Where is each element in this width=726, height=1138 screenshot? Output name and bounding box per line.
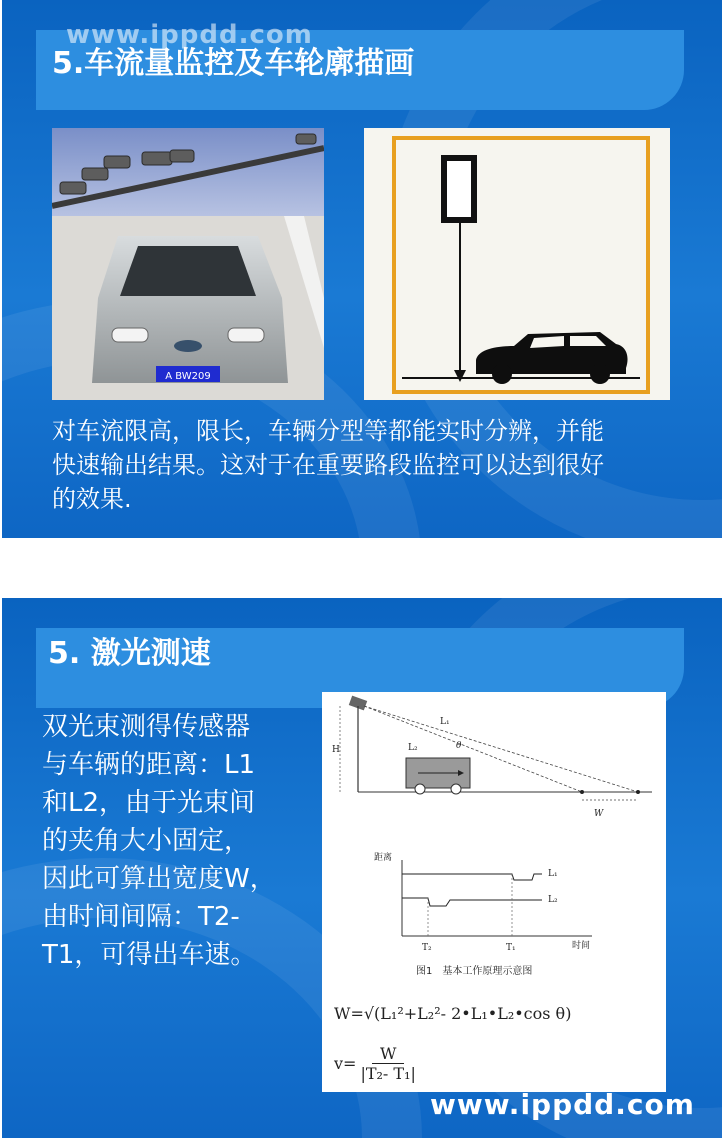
body-line: 的夹角大小固定， — [42, 826, 251, 856]
label-L1: L₁ — [440, 717, 450, 727]
graph-line-L1 — [402, 874, 542, 880]
height-sign — [444, 158, 474, 220]
watermark-top: www.ippdd.com — [66, 20, 313, 50]
slide1-body — [52, 414, 702, 516]
formula-v-den: |T₂- T₁| — [360, 1064, 416, 1083]
label-L2: L₂ — [408, 743, 418, 753]
graph-T1: T₁ — [506, 943, 516, 953]
vehicle-profile-diagram — [364, 128, 670, 400]
formula-fraction — [360, 1044, 415, 1083]
graph-L1: L₁ — [548, 869, 558, 879]
label-W: W — [594, 809, 604, 819]
body-line: 对车流限高，限长，车辆分型等都能实时分辨，并能 — [52, 417, 604, 445]
graph-L2: L₂ — [548, 895, 558, 905]
slide2-body — [42, 708, 312, 974]
body-line: 和L2，由于光束间 — [42, 788, 256, 818]
body-line: 因此可算出宽度W， — [42, 864, 276, 894]
watermark-bottom[interactable]: www.ippdd.com — [430, 1088, 695, 1121]
body-line: T1，可得出车速。 — [42, 940, 257, 970]
body-line: 与车辆的距离：L1 — [42, 750, 256, 780]
diagram-caption: 图1 基本工作原理示意图 — [416, 966, 533, 977]
graph-xlabel: 时间 — [572, 941, 591, 951]
formula-v-num: W — [372, 1044, 404, 1064]
graph-ylabel: 距离 — [374, 853, 393, 863]
license-plate: A BW209 — [165, 371, 211, 382]
formula-width: W=√(L₁²+L₂²- 2•L₁•L₂•cos θ) — [334, 1004, 572, 1023]
graph-line-L2 — [402, 898, 542, 906]
body-line: 的效果. — [52, 485, 132, 513]
body-line: 由时间间隔：T2- — [42, 902, 240, 932]
label-H: H — [332, 745, 340, 755]
slide-traffic-monitoring — [2, 0, 722, 538]
formula-v-lhs: v= — [334, 1054, 357, 1073]
body-line: 快速输出结果。这对于在重要路段监控可以达到很好 — [52, 451, 604, 479]
slide-title: 5.车流量监控及车轮廓描画 — [52, 46, 415, 81]
formula-speed — [334, 1044, 416, 1083]
label-theta: θ — [456, 741, 462, 751]
laser-principle-diagram — [322, 692, 666, 1092]
slide-title: 5. 激光测速 — [48, 636, 211, 671]
body-line: 双光束测得传感器 — [42, 712, 251, 742]
graph-T2: T₂ — [422, 943, 432, 953]
camera-car-photo — [52, 128, 324, 400]
